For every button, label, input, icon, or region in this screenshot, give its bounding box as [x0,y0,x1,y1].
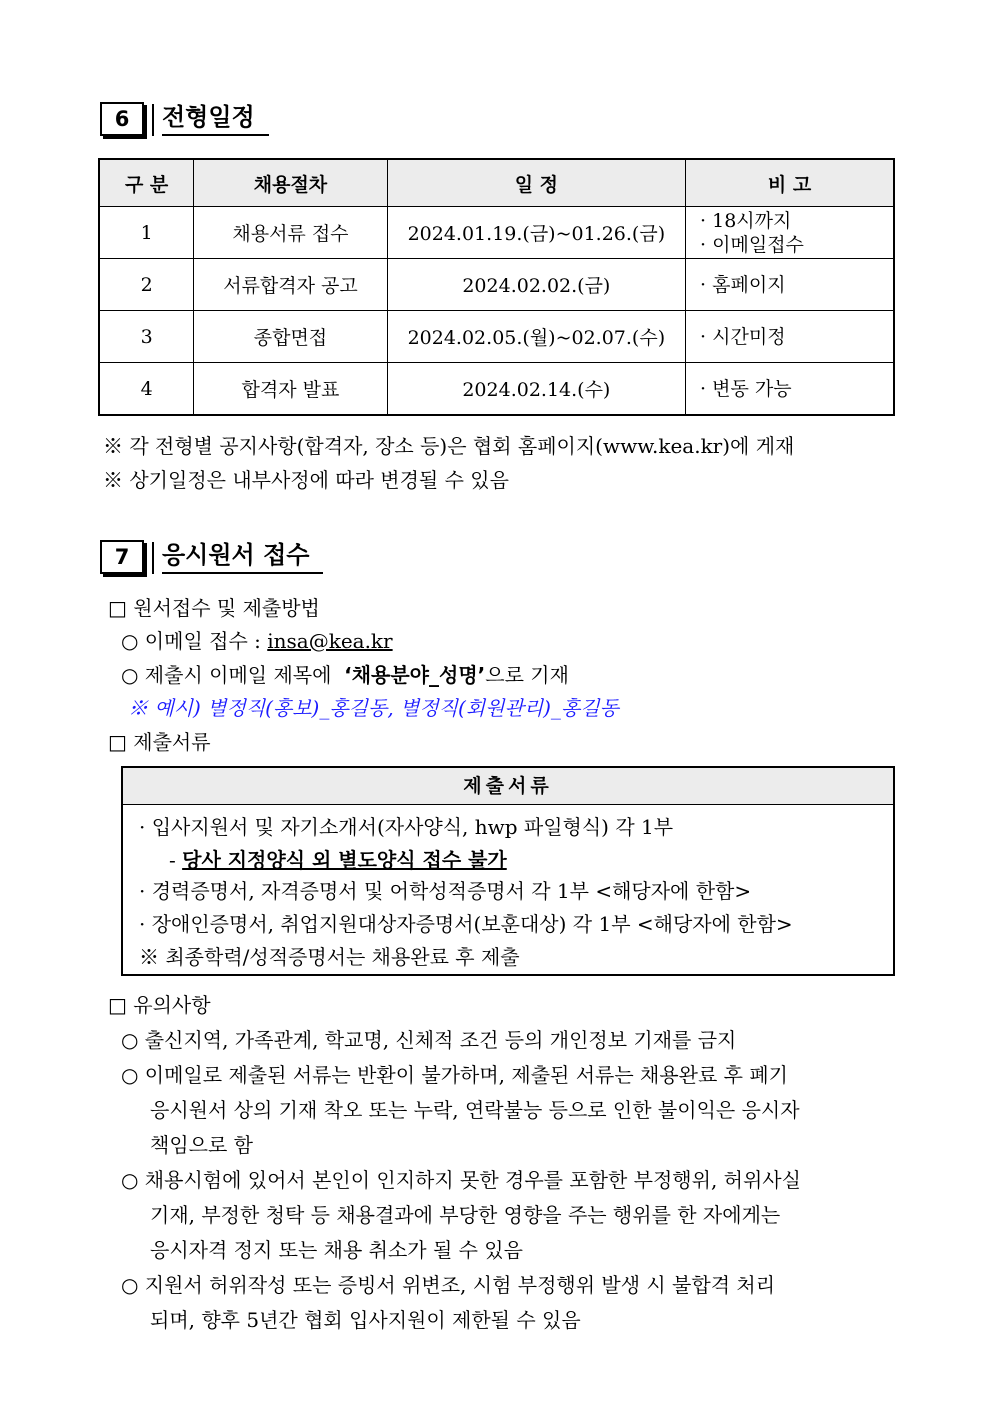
table-row [99,363,894,416]
note-line: · 이메일접수 [700,233,804,256]
section-title: 전형일정 [162,102,269,136]
email-prefix: ○ 이메일 접수 : [121,629,268,653]
row-notes [686,363,894,416]
note-line: · 18시까지 [700,209,792,232]
header-remarks: 비 고 [686,159,894,207]
subject-prefix: ○ 제출시 이메일 제목에 [121,663,338,687]
method-heading: □ 원서접수 및 제출방법 [108,596,320,620]
row-notes [686,207,894,259]
table-row [99,259,894,311]
header-category: 구 분 [99,159,194,207]
caution-item-cont: 기재, 부정한 청탁 등 채용결과에 부당한 영향을 주는 행위를 한 자에게는 [150,1203,781,1227]
row-date: 2024.01.19.(금)~01.26.(금) [387,207,685,259]
note-line: · 변동 가능 [700,377,792,400]
row-number: 2 [99,259,194,311]
doc-item-sub-text: 당사 지정양식 외 별도양식 접수 불가 [182,848,507,872]
section-7-header [100,540,323,574]
row-step: 서류합격자 공고 [194,259,387,311]
row-number: 3 [99,311,194,363]
doc-note: ※ 최종학력/성적증명서는 채용완료 후 제출 [139,945,520,969]
documents-box [121,766,895,976]
caution-item-cont: 응시원서 상의 기재 착오 또는 누락, 연락불능 등으로 인한 불이익은 응시자 [150,1098,800,1122]
docs-heading: □ 제출서류 [108,730,211,754]
remark-schedule-change: ※ 상기일정은 내부사정에 따라 변경될 수 있음 [103,468,509,492]
row-step: 채용서류 접수 [194,207,387,259]
caution-heading: □ 유의사항 [108,993,211,1017]
table-row [99,311,894,363]
caution-item-cont: 책임으로 함 [150,1133,253,1157]
caution-item: ○ 지원서 허위작성 또는 증빙서 위변조, 시험 부정행위 발생 시 불합격 처리 [121,1273,776,1297]
section-6-header [100,102,269,136]
row-date: 2024.02.05.(월)~02.07.(수) [387,311,685,363]
row-number: 4 [99,363,194,416]
caution-item: ○ 출신지역, 가족관계, 학교명, 신체적 조건 등의 개인정보 기재를 금지 [121,1028,737,1052]
doc-item: · 경력증명서, 자격증명서 및 어학성적증명서 각 1부 <해당자에 한함> [139,879,752,903]
doc-item-sub [169,844,507,873]
section-title: 응시원서 접수 [162,540,323,574]
note-line: · 시간미정 [700,325,786,348]
caution-item-cont: 응시자격 정지 또는 채용 취소가 될 수 있음 [150,1238,523,1262]
doc-item: · 입사지원서 및 자기소개서(자사양식, hwp 파일형식) 각 1부 [139,815,674,839]
doc-item-sub-dash: - [169,848,183,872]
note-line: · 홈페이지 [700,273,786,296]
caution-item: ○ 채용시험에 있어서 본인이 인지하지 못한 경우를 포함한 부정행위, 허위사실 [121,1168,801,1192]
row-notes [686,259,894,311]
header-procedure: 채용절차 [194,159,387,207]
email-line [121,625,393,654]
subject-line [121,659,569,688]
row-step: 종합면접 [194,311,387,363]
schedule-table [98,158,895,416]
subject-suffix: 으로 기재 [485,663,569,687]
header-schedule: 일 정 [387,159,685,207]
row-notes [686,311,894,363]
section-number: 7 [100,540,144,574]
row-step: 합격자 발표 [194,363,387,416]
table-row [99,207,894,259]
row-date: 2024.02.02.(금) [387,259,685,311]
caution-item-cont: 되며, 향후 5년간 협회 입사지원이 제한될 수 있음 [150,1308,581,1332]
section-bracket [152,542,158,574]
section-bracket [152,104,158,136]
table-header-row [99,159,894,207]
row-number: 1 [99,207,194,259]
subject-example: ※ 예시) 별정직(홍보)_홍길동, 별정직(회원관리)_홍길동 [128,696,619,720]
documents-box-title: 제출서류 [123,768,893,805]
row-date: 2024.02.14.(수) [387,363,685,416]
caution-item: ○ 이메일로 제출된 서류는 반환이 불가하며, 제출된 서류는 채용완료 후 폐기 [121,1063,788,1087]
remark-homepage: ※ 각 전형별 공지사항(합격자, 장소 등)은 협회 홈페이지(www.kea.kr)에 게재 [103,434,795,458]
subject-format: ‘채용분야_성명’ [344,663,486,687]
email-link[interactable]: insa@kea.kr [267,629,393,653]
doc-item: · 장애인증명서, 취업지원대상자증명서(보훈대상) 각 1부 <해당자에 한함> [139,912,793,936]
section-number: 6 [100,102,144,136]
